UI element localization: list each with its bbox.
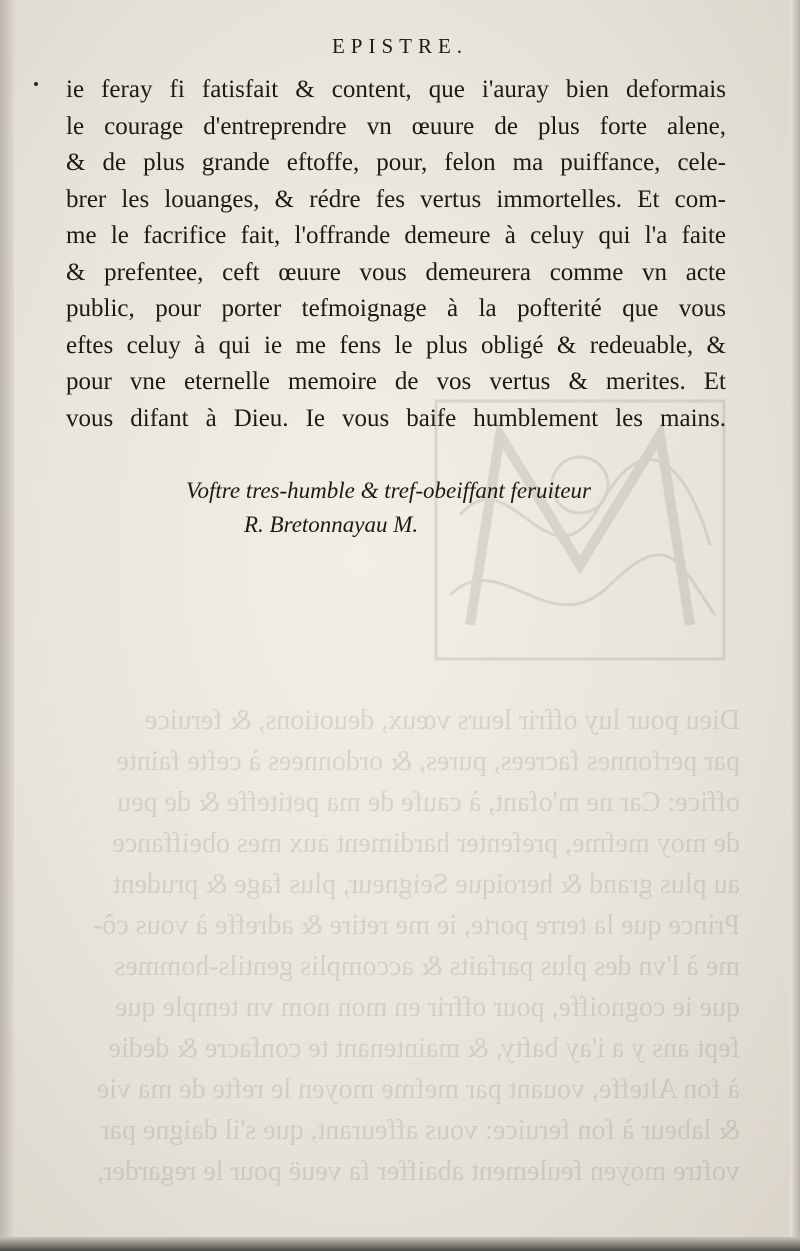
body-text — [66, 72, 726, 437]
show-through-line: Prince que la terre porte, ie me retire & adreffe à vous cô- — [92, 910, 740, 941]
show-through-line: à fon Alteffe, vouant par mefme moyen le refte de ma vie — [96, 1074, 740, 1105]
show-through-line: me à l'vn des plus parfaits & accomplis gentils-hommes — [114, 951, 740, 982]
page-left-edge — [0, 0, 14, 1251]
page-bottom-edge — [0, 1237, 800, 1251]
show-through-line: office: Car ne m'ofant, à caufe de ma petiteffe & de peu — [117, 787, 740, 818]
show-through-line: & labeur à fon feruice: vous affeurant, que s'il daigne par — [100, 1115, 740, 1146]
body-line: & de plus grande eftoffe, pour, felon ma puiffance, cele- — [66, 149, 726, 176]
body-line: vous difant à Dieu. Ie vous baife humblement les mains. — [66, 404, 726, 432]
show-through-text — [60, 700, 740, 1192]
show-through-line: fept ans y a i'ay bafty, & maintenant te confacre & dedie — [108, 1033, 740, 1064]
body-line: public, pour porter tefmoignage à la pofterité que vous — [66, 295, 726, 322]
body-line: brer les louanges, & rédre fes vertus immortelles. Et com- — [66, 185, 726, 213]
body-line: & prefentee, ceft œuure vous demeurera comme vn acte — [66, 258, 726, 286]
page-right-edge — [790, 0, 800, 1251]
body-line: eftes celuy à qui ie me fens le plus obligé & redeuable, & — [66, 331, 726, 359]
body-line: me le facrifice fait, l'offrande demeure à celuy qui l'a faite — [66, 222, 726, 249]
body-line: le courage d'entreprendre vn œuure de plus forte alene, — [66, 112, 726, 140]
show-through-line: voftre moyen feulement abaiffer fa veuë pour le regarder, — [97, 1156, 740, 1187]
running-head: EPISTRE. — [331, 34, 469, 58]
body-line: pour vne eternelle memoire de vos vertus & merites. Et — [66, 368, 726, 395]
body-line: ie feray fi fatisfait & content, que i'auray bien deformais — [66, 76, 726, 103]
show-through-line: de moy mefme, prefenter hardiment aux mes obeiffance — [112, 828, 740, 859]
signature-closing: Voftre tres-humble & tref-obeiffant feruiteur — [186, 478, 591, 503]
show-through-line: par perfonnes facrees, pures, & ordonnees à cefte fainte — [116, 746, 740, 777]
show-through-line: Dieu pour luy offrir leurs vœux, deuotions, & feruice — [144, 705, 740, 736]
margin-speck — [34, 82, 38, 86]
show-through-line: au plus grand & heroique Seigneur, plus fage & prudent — [112, 869, 740, 900]
signature-name: R. Bretonnayau M. — [244, 512, 419, 537]
signature-block — [186, 474, 686, 542]
show-through-line: que ie cognoiffe, pour offrir en mon nom vn temple que — [115, 992, 740, 1023]
